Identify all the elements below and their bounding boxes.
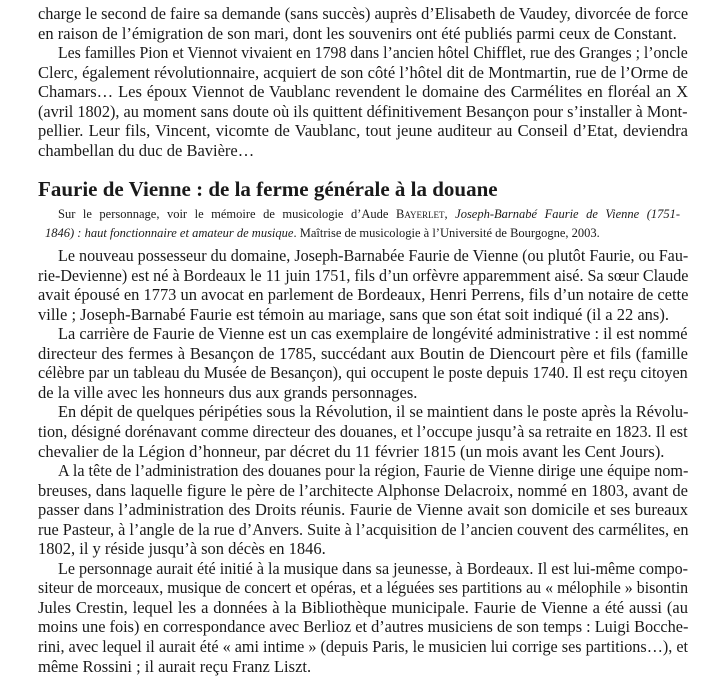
text-line: rue Pasteur, à l’angle de la rue d’Anvers. Suite à l’acquisition de l’ancien couvent des carmélites, en <box>38 519 689 539</box>
text-line: (avril 1802), au moment sans doute où ils quittent définitivement Besançon pour s’installer à Mont- <box>38 101 688 121</box>
text-line: chambellan du duc de Bavière… <box>38 140 255 160</box>
text-line: tion, désigné dorénavant comme directeur des douanes, et l’occupe jusqu’à sa retraite en 1823. Il est <box>38 421 688 441</box>
text-line: Le personnage aurait été initié à la musique dans sa jeunesse, à Bordeaux. Il est lui-même compo- <box>58 558 689 578</box>
text-line: ville ; Joseph-Barnabé Faurie est témoin au mariage, sans que son état soit indiqué (il a 22 ans). <box>38 304 669 324</box>
text-line: Chamars… Les époux Viennot de Vaublanc revendent le domaine des Carmélites en floréal an X <box>38 82 688 102</box>
note-author: Bayerlet <box>395 207 445 221</box>
text-line: avait épousé en 1773 un avocat en parlement de Bordeaux, Henri Perrens, fils d’un notaire de cette <box>38 285 689 305</box>
text-line: de la ville avec les honneurs dus aux grands personnages. <box>38 382 418 402</box>
section-heading: Faurie de Vienne : de la ferme générale à la douane <box>38 177 498 201</box>
text-line: A la tête de l’administration des douanes pour la région, Faurie de Vienne dirige une équipe nom- <box>58 461 689 481</box>
text-line: breuses, dans laquelle figure le père de l’architecte Alphonse Delacroix, nommé en 1803, avant de <box>38 480 688 500</box>
note-title-1: Joseph-Barnabé Faurie de Vienne (1751- <box>455 207 681 221</box>
text-line: Clerc, également révolutionnaire, acquiert de son côté l’hôtel dit de Montmartin, rue de l’Orme de <box>38 62 688 82</box>
note-title-2: 1846) : haut fonctionnaire et amateur de musique <box>45 226 294 240</box>
note-prefix: Sur le personnage, voir le mémoire de musicologie d’Aude <box>58 207 396 221</box>
text-line: chevalier de la Légion d’honneur, par décret du 11 février 1815 (un mois avant les Cent Jours). <box>38 441 665 461</box>
text-line: Jules Crestin, lequel les a données à la Bibliothèque municipale. Faurie de Vienne a été aussi (au <box>38 597 688 617</box>
text-line: En dépit de quelques péripéties sous la Révolution, il se maintient dans le poste après la Révolu- <box>58 402 689 422</box>
text-line: en raison de l’émigration de son mari, dont les souvenirs ont été publiés parmi ceux de Constant. <box>38 23 677 43</box>
footnote-line-2 <box>45 225 600 241</box>
text-line: La carrière de Faurie de Vienne est un cas exemplaire de longévité administrative : il est nommé <box>58 324 688 344</box>
text-line: pellier. Leur fils, Vincent, vicomte de Vaublanc, tout jeune auditeur au Conseil d’Etat, deviendra <box>38 121 688 141</box>
note-sep: , <box>444 207 456 221</box>
text-line: Les familles Pion et Viennot vivaient en 1798 dans l’ancien hôtel Chifflet, rue des Granges ; l’oncle <box>58 43 688 63</box>
text-line: charge le second de faire sa demande (sans succès) auprès d’Elisabeth de Vaudey, divorcée de force <box>38 4 689 23</box>
footnote-line-1 <box>58 206 680 222</box>
text-line: passer dans l’administration des Droits réunis. Faurie de Vienne avait son domicile et ses bureaux <box>38 500 688 520</box>
text-line: rie-Devienne) est né à Bordeaux le 11 juin 1751, fils d’un orfèvre apparemment aisé. Sa sœur Claude <box>38 265 689 285</box>
text-line: directeur des fermes à Besançon de 1785, succédant aux Boutin de Diencourt père et fils (famille <box>38 343 688 363</box>
text-line: Le nouveau possesseur du domaine, Joseph-Barnabée Faurie de Vienne (ou plutôt Faurie, ou Fau- <box>58 246 689 265</box>
text-line: moins une fois) en correspondance avec Berlioz et d’autres musiciens de son temps : Luigi Bocche- <box>38 617 689 637</box>
text-line: même Rossini ; il aurait reçu Franz Liszt. <box>38 656 312 676</box>
text-line: célèbre par un tableau du Musée de Besançon), qui occupent le poste depuis 1740. Il est reçu citoyen <box>38 363 688 383</box>
text-line: rini, avec lequel il aurait été « ami intime » (depuis Paris, le musicien lui corrige ses partitions…), et <box>38 637 689 656</box>
note-suffix: . Maîtrise de musicologie à l’Université de Bourgogne, 2003. <box>293 226 600 240</box>
text-line: 1802, il y réside jusqu’à son décès en 1846. <box>38 539 326 559</box>
text-line: siteur de morceaux, musique de concert et opéras, et a léguées ses partitions au « mélophile » bisontin <box>38 578 689 598</box>
